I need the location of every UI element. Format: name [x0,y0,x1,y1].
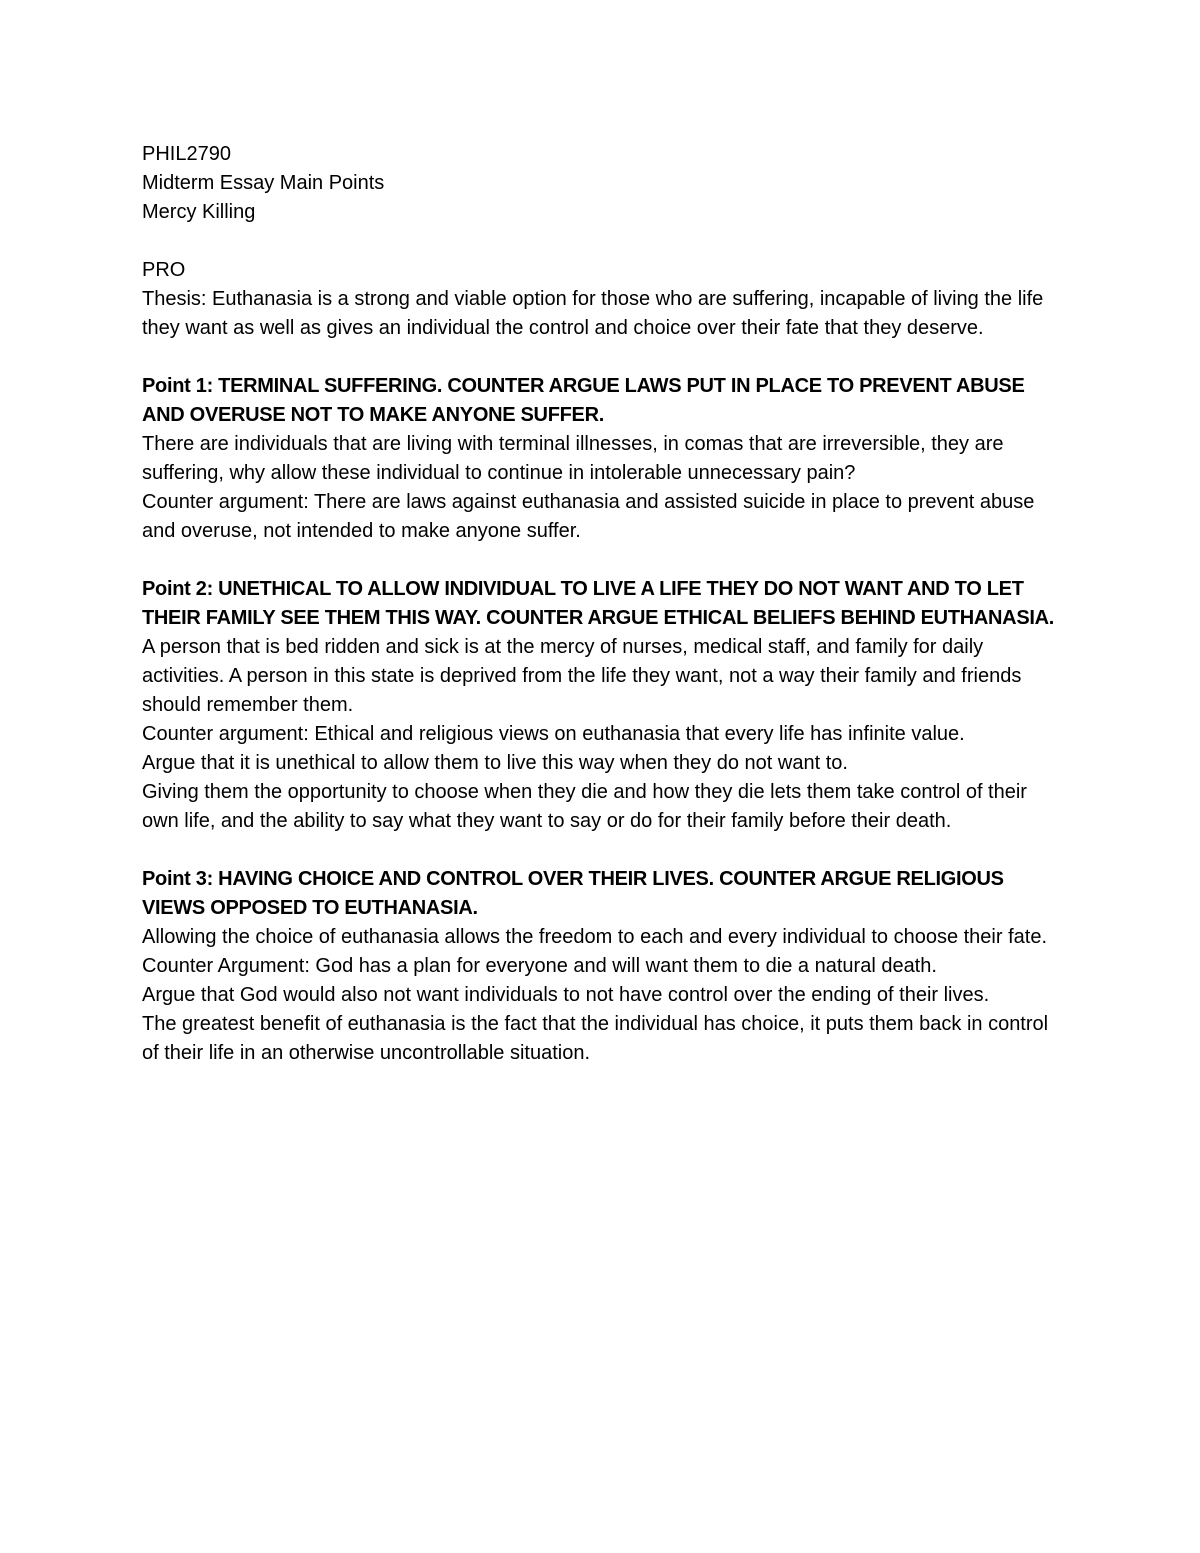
point-2-conclusion: Giving them the opportunity to choose when they die and how they die lets them take control of their own life, and the ability to say what they want to say or do for their family before their death. [142,781,1027,832]
point-3-rebuttal: Argue that God would also not want individuals to not have control over the ending of their lives. [142,984,990,1006]
point-3-counter-argument: Counter Argument: God has a plan for everyone and will want them to die a natural death. [142,955,937,977]
point-3-conclusion: The greatest benefit of euthanasia is the fact that the individual has choice, it puts them back in control of their life in an otherwise uncontrollable situation. [142,1013,1049,1064]
point-2-section [142,575,1067,836]
document-page [142,140,1067,1068]
thesis-statement: Thesis: Euthanasia is a strong and viable option for those who are suffering, incapable of living the life they want as well as gives an individual the control and choice over their fate that they deserve. [142,288,1044,339]
point-1-counter-argument: Counter argument: There are laws against euthanasia and assisted suicide in place to prevent abuse and overuse, not intended to make anyone suffer. [142,491,1035,542]
point-2-counter-argument: Counter argument: Ethical and religious views on euthanasia that every life has infinite value. [142,723,965,745]
document-title: Midterm Essay Main Points [142,172,385,194]
point-2-heading: Point 2: UNETHICAL TO ALLOW INDIVIDUAL TO LIVE A LIFE THEY DO NOT WANT AND TO LET THEIR FAMILY SEE THEM THIS WAY. COUNTER ARGUE ETHICAL BELIEFS BEHIND EUTHANASIA. [142,578,1055,629]
point-3-heading: Point 3: HAVING CHOICE AND CONTROL OVER THEIR LIVES. COUNTER ARGUE RELIGIOUS VIEWS OPPOSED TO EUTHANASIA. [142,868,1004,919]
point-3-paragraph: Allowing the choice of euthanasia allows the freedom to each and every individual to choose their fate. [142,926,1047,948]
point-1-section [142,372,1067,546]
point-2-paragraph: A person that is bed ridden and sick is at the mercy of nurses, medical staff, and family for daily activities. A person in this state is deprived from the life they want, not a way their family and friends should remember them. [142,636,1022,716]
point-2-rebuttal: Argue that it is unethical to allow them to live this way when they do not want to. [142,752,848,774]
point-1-heading: Point 1: TERMINAL SUFFERING. COUNTER ARGUE LAWS PUT IN PLACE TO PREVENT ABUSE AND OVERUSE NOT TO MAKE ANYONE SUFFER. [142,375,1025,426]
point-3-section [142,865,1067,1068]
stance-label: PRO [142,259,186,281]
point-1-paragraph: There are individuals that are living with terminal illnesses, in comas that are irreversible, they are suffering, why allow these individual to continue in intolerable unnecessary pain? [142,433,1004,484]
blank-line [142,546,1067,575]
course-code: PHIL2790 [142,143,231,165]
blank-line [142,343,1067,372]
blank-line [142,836,1067,865]
essay-topic: Mercy Killing [142,201,256,223]
blank-line [142,227,1067,256]
